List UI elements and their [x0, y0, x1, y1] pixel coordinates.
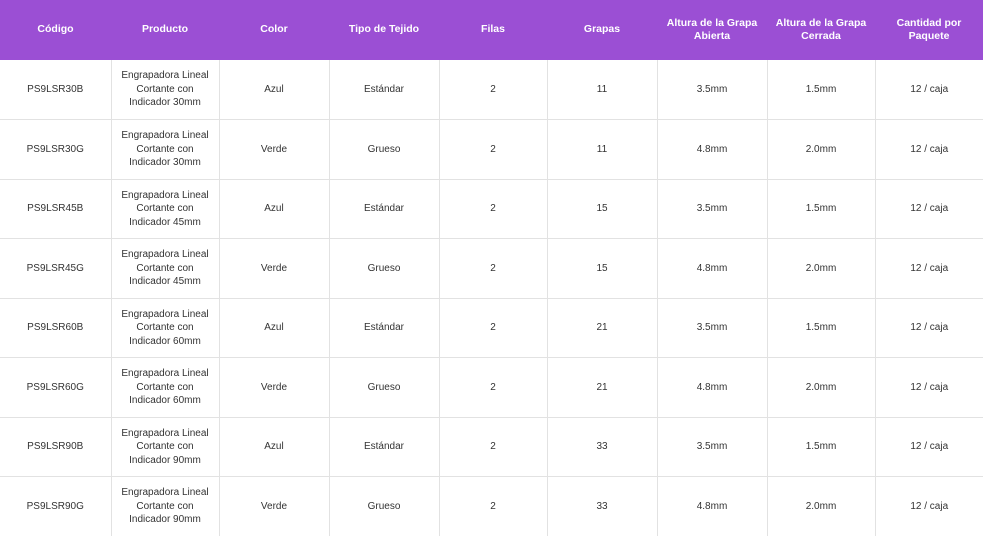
cell-altura-cerrada: 1.5mm — [767, 417, 875, 477]
cell-tipo-tejido: Grueso — [329, 239, 439, 299]
cell-producto: Engrapadora Lineal Cortante con Indicador 90mm — [111, 477, 219, 536]
cell-grapas: 15 — [547, 239, 657, 299]
table-header-row — [0, 0, 983, 60]
cell-color: Verde — [219, 358, 329, 418]
cell-altura-cerrada: 1.5mm — [767, 179, 875, 239]
cell-filas: 2 — [439, 358, 547, 418]
cell-grapas: 11 — [547, 120, 657, 180]
cell-filas: 2 — [439, 477, 547, 536]
table-body — [0, 60, 983, 536]
cell-codigo: PS9LSR90G — [0, 477, 111, 536]
table-row — [0, 358, 983, 418]
cell-altura-abierta: 3.5mm — [657, 179, 767, 239]
cell-producto: Engrapadora Lineal Cortante con Indicador 45mm — [111, 239, 219, 299]
cell-producto: Engrapadora Lineal Cortante con Indicador 60mm — [111, 298, 219, 358]
column-header-grapas: Grapas — [547, 0, 657, 60]
table-row — [0, 477, 983, 536]
cell-altura-abierta: 4.8mm — [657, 358, 767, 418]
cell-codigo: PS9LSR60G — [0, 358, 111, 418]
cell-grapas: 33 — [547, 417, 657, 477]
cell-grapas: 21 — [547, 358, 657, 418]
cell-grapas: 21 — [547, 298, 657, 358]
cell-codigo: PS9LSR90B — [0, 417, 111, 477]
cell-filas: 2 — [439, 417, 547, 477]
table-row — [0, 417, 983, 477]
cell-grapas: 15 — [547, 179, 657, 239]
cell-altura-cerrada: 2.0mm — [767, 358, 875, 418]
cell-codigo: PS9LSR45G — [0, 239, 111, 299]
cell-altura-abierta: 4.8mm — [657, 239, 767, 299]
table-row — [0, 179, 983, 239]
cell-filas: 2 — [439, 298, 547, 358]
cell-altura-cerrada: 1.5mm — [767, 298, 875, 358]
cell-cantidad: 12 / caja — [875, 417, 983, 477]
column-header-cantidad-por-paquete: Cantidad por Paquete — [875, 0, 983, 60]
column-header-producto: Producto — [111, 0, 219, 60]
column-header-altura-grapa-abierta: Altura de la Grapa Abierta — [657, 0, 767, 60]
column-header-codigo: Código — [0, 0, 111, 60]
column-header-filas: Filas — [439, 0, 547, 60]
table-row — [0, 239, 983, 299]
cell-color: Azul — [219, 60, 329, 120]
cell-altura-abierta: 3.5mm — [657, 417, 767, 477]
cell-color: Verde — [219, 239, 329, 299]
cell-tipo-tejido: Estándar — [329, 60, 439, 120]
cell-codigo: PS9LSR60B — [0, 298, 111, 358]
column-header-color: Color — [219, 0, 329, 60]
cell-grapas: 11 — [547, 60, 657, 120]
table-row — [0, 298, 983, 358]
cell-altura-cerrada: 2.0mm — [767, 239, 875, 299]
cell-altura-cerrada: 2.0mm — [767, 120, 875, 180]
cell-tipo-tejido: Estándar — [329, 417, 439, 477]
cell-cantidad: 12 / caja — [875, 179, 983, 239]
cell-cantidad: 12 / caja — [875, 60, 983, 120]
column-header-altura-grapa-cerrada: Altura de la Grapa Cerrada — [767, 0, 875, 60]
cell-color: Azul — [219, 417, 329, 477]
cell-color: Verde — [219, 477, 329, 536]
cell-color: Azul — [219, 298, 329, 358]
cell-color: Azul — [219, 179, 329, 239]
cell-tipo-tejido: Estándar — [329, 179, 439, 239]
table-row — [0, 60, 983, 120]
cell-altura-cerrada: 2.0mm — [767, 477, 875, 536]
cell-tipo-tejido: Grueso — [329, 477, 439, 536]
cell-codigo: PS9LSR30B — [0, 60, 111, 120]
cell-tipo-tejido: Grueso — [329, 120, 439, 180]
cell-producto: Engrapadora Lineal Cortante con Indicador 90mm — [111, 417, 219, 477]
cell-altura-abierta: 3.5mm — [657, 60, 767, 120]
cell-codigo: PS9LSR45B — [0, 179, 111, 239]
cell-producto: Engrapadora Lineal Cortante con Indicador 60mm — [111, 358, 219, 418]
cell-filas: 2 — [439, 60, 547, 120]
cell-filas: 2 — [439, 120, 547, 180]
cell-cantidad: 12 / caja — [875, 239, 983, 299]
cell-altura-abierta: 3.5mm — [657, 298, 767, 358]
cell-altura-cerrada: 1.5mm — [767, 60, 875, 120]
cell-filas: 2 — [439, 239, 547, 299]
column-header-tipo-de-tejido: Tipo de Tejido — [329, 0, 439, 60]
cell-tipo-tejido: Grueso — [329, 358, 439, 418]
cell-tipo-tejido: Estándar — [329, 298, 439, 358]
cell-producto: Engrapadora Lineal Cortante con Indicador 30mm — [111, 60, 219, 120]
cell-producto: Engrapadora Lineal Cortante con Indicador 45mm — [111, 179, 219, 239]
cell-producto: Engrapadora Lineal Cortante con Indicador 30mm — [111, 120, 219, 180]
table-row — [0, 120, 983, 180]
cell-codigo: PS9LSR30G — [0, 120, 111, 180]
cell-altura-abierta: 4.8mm — [657, 120, 767, 180]
cell-cantidad: 12 / caja — [875, 120, 983, 180]
table-header — [0, 0, 983, 60]
cell-grapas: 33 — [547, 477, 657, 536]
cell-cantidad: 12 / caja — [875, 358, 983, 418]
cell-filas: 2 — [439, 179, 547, 239]
cell-color: Verde — [219, 120, 329, 180]
cell-altura-abierta: 4.8mm — [657, 477, 767, 536]
cell-cantidad: 12 / caja — [875, 298, 983, 358]
cell-cantidad: 12 / caja — [875, 477, 983, 536]
